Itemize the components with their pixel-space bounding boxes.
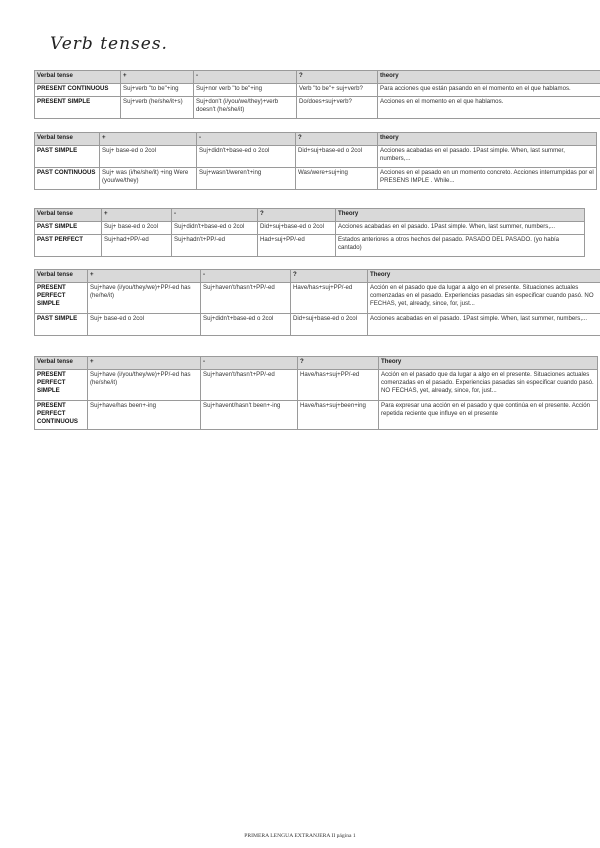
- header-cell: Verbal tense: [35, 357, 88, 370]
- tense-table-2: [34, 132, 597, 190]
- table-header-row: [35, 357, 598, 370]
- table-cell: Suj+havent/hasn't been+-ing: [201, 401, 298, 430]
- table-cell: Suj+didn't+base-ed o 2col: [172, 222, 258, 235]
- table-cell: Suj+don't (i/you/we/they)+verb doesn't (he/she/it): [194, 97, 297, 119]
- table-cell: Suj+have (i/you/they/we)+PP/-ed has (he/she/it): [88, 370, 201, 401]
- table-cell: Acción en el pasado que da lugar a algo en el presente. Situaciones actuales comenzadas en el pasado. Experiencias pasadas sin especificar cuando pasó. NO FECHAS, yet, already, since, for, just...: [379, 370, 598, 401]
- table-cell: Acciones acabadas en el pasado. 1Past simple. When, last summer, numbers,...: [336, 222, 585, 235]
- table-header-row: [35, 209, 585, 222]
- header-cell: Theory: [368, 270, 600, 283]
- table-header-row: [35, 71, 600, 84]
- header-cell: +: [88, 270, 201, 283]
- header-cell: -: [201, 270, 291, 283]
- tense-table-1: [34, 70, 600, 119]
- table-row: [35, 283, 600, 314]
- table-cell: Have/has+suj+been+ing: [298, 401, 379, 430]
- header-cell: Verbal tense: [35, 71, 121, 84]
- tense-name-cell: PAST PERFECT: [35, 235, 102, 257]
- header-cell: Theory: [336, 209, 585, 222]
- table-cell: Verb "to be"+ suj+verb?: [297, 84, 378, 97]
- table-cell: Suj+verb (he/she/it+s): [121, 97, 194, 119]
- header-cell: ?: [297, 71, 378, 84]
- table-cell: Did+suj+base-ed o 2col: [296, 146, 378, 168]
- header-cell: Verbal tense: [35, 270, 88, 283]
- table-cell: Acciones acabadas en el pasado. 1Past simple. When, last summer, numbers,...: [378, 146, 597, 168]
- table-cell: Suj+verb "to be"+ing: [121, 84, 194, 97]
- table-cell: Suj+ base-ed o 2col: [100, 146, 197, 168]
- table-row: [35, 97, 600, 119]
- table-row: [35, 314, 600, 336]
- table-cell: Para expresar una acción en el pasado y que continúa en el presente. Acción repetida reciente que influye en el presente: [379, 401, 598, 430]
- header-cell: +: [102, 209, 172, 222]
- page-title: Verb tenses.: [50, 34, 168, 54]
- table-cell: Do/does+suj+verb?: [297, 97, 378, 119]
- table-cell: Suj+ was (i/he/she/it) +ing Were (you/we/they): [100, 168, 197, 190]
- header-cell: ?: [298, 357, 379, 370]
- table-cell: Suj+have/has been+-ing: [88, 401, 201, 430]
- header-cell: -: [197, 133, 296, 146]
- tense-name-cell: PRESENT SIMPLE: [35, 97, 121, 119]
- tense-name-cell: PRESENT PERFECT SIMPLE: [35, 283, 88, 314]
- header-cell: +: [121, 71, 194, 84]
- table-cell: Suj+wasn't/weren't+ing: [197, 168, 296, 190]
- tense-name-cell: PRESENT CONTINUOUS: [35, 84, 121, 97]
- table-row: [35, 222, 585, 235]
- table-cell: Acción en el pasado que da lugar a algo en el presente. Situaciones actuales comenzadas en el pasado. Experiencias pasadas sin especificar cuando pasó. NO FECHAS, yet, already, since, for, just...: [368, 283, 600, 314]
- table-cell: Suj+ base-ed o 2col: [88, 314, 201, 336]
- table-cell: Suj+nor verb "to be"+ing: [194, 84, 297, 97]
- header-cell: ?: [291, 270, 368, 283]
- header-cell: Theory: [379, 357, 598, 370]
- table-row: [35, 146, 597, 168]
- table-cell: Suj+had+PP/-ed: [102, 235, 172, 257]
- table-cell: Did+suj+base-ed o 2col: [291, 314, 368, 336]
- header-cell: +: [100, 133, 197, 146]
- table-cell: Was/were+suj+ing: [296, 168, 378, 190]
- table-cell: Estados anteriores a otros hechos del pasado. PASADO DEL PASADO. (yo había cantado): [336, 235, 585, 257]
- table-cell: Suj+haven't/hasn't+PP/-ed: [201, 370, 298, 401]
- table-row: [35, 168, 597, 190]
- tense-table-3: [34, 208, 585, 257]
- header-cell: +: [88, 357, 201, 370]
- tense-name-cell: PRESENT PERFECT SIMPLE: [35, 370, 88, 401]
- header-cell: -: [201, 357, 298, 370]
- table-cell: Acciones en el pasado en un momento concreto. Acciones interrumpidas por el PRESENS IMPLE . While...: [378, 168, 597, 190]
- header-cell: -: [194, 71, 297, 84]
- header-cell: theory: [378, 133, 597, 146]
- table-cell: Para acciones que están pasando en el momento en el que hablamos.: [378, 84, 600, 97]
- tense-table-4: [34, 269, 600, 336]
- tense-table-5: [34, 356, 598, 430]
- tense-name-cell: PAST SIMPLE: [35, 146, 100, 168]
- tense-name-cell: PRESENT PERFECT CONTINUOUS: [35, 401, 88, 430]
- table-row: [35, 401, 598, 430]
- tense-name-cell: PAST CONTINUOUS: [35, 168, 100, 190]
- table-header-row: [35, 270, 600, 283]
- table-cell: Suj+haven't/hasn't+PP/-ed: [201, 283, 291, 314]
- table-cell: Acciones acabadas en el pasado. 1Past simple. When, last summer, numbers,...: [368, 314, 600, 336]
- table-row: [35, 370, 598, 401]
- table-cell: Suj+didn't+base-ed o 2col: [197, 146, 296, 168]
- header-cell: Verbal tense: [35, 209, 102, 222]
- header-cell: Verbal tense: [35, 133, 100, 146]
- table-header-row: [35, 133, 597, 146]
- table-cell: Suj+ base-ed o 2col: [102, 222, 172, 235]
- table-row: [35, 235, 585, 257]
- tense-name-cell: PAST SIMPLE: [35, 314, 88, 336]
- table-cell: Have/has+suj+PP/-ed: [291, 283, 368, 314]
- table-cell: Had+suj+PP/-ed: [258, 235, 336, 257]
- table-cell: Acciones en el momento en el que hablamos.: [378, 97, 600, 119]
- header-cell: theory: [378, 71, 600, 84]
- table-row: [35, 84, 600, 97]
- header-cell: -: [172, 209, 258, 222]
- tense-name-cell: PAST SIMPLE: [35, 222, 102, 235]
- header-cell: ?: [258, 209, 336, 222]
- page-footer: PRIMERA LENGUA EXTRANJERA II página 1: [244, 833, 356, 839]
- table-cell: Suj+have (i/you/they/we)+PP/-ed has (he/he/it): [88, 283, 201, 314]
- header-cell: ?: [296, 133, 378, 146]
- table-cell: Suj+hadn't+PP/-ed: [172, 235, 258, 257]
- table-cell: Suj+didn't+base-ed o 2col: [201, 314, 291, 336]
- table-cell: Did+suj+base-ed o 2col: [258, 222, 336, 235]
- table-cell: Have/has+suj+PP/-ed: [298, 370, 379, 401]
